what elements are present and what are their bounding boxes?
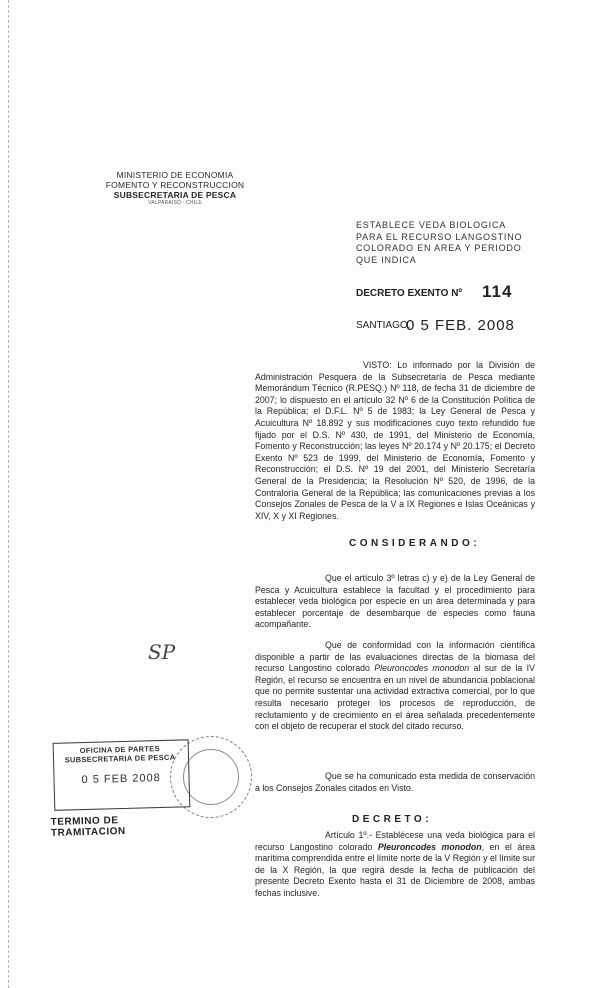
p2-species: Pleuroncodes monodon: [374, 663, 470, 674]
p2-text-b: al sur de la IV Región, el recurso se encuentra en un nivel de abundancia poblacional que no permite sustentar una actividad extractiva comercial, por lo que resulta necesario proteger los procesos de reproducción, de reclutamiento y de crecimiento en el área señalada precedentemente con el objeto de recuperar el stock del citado recurso.: [255, 663, 535, 732]
place-label: SANTIAGO,: [356, 320, 411, 331]
decree-number: 114: [482, 282, 513, 301]
left-margin-line: [8, 0, 9, 988]
a1-species: Pleuroncodes monodon: [377, 841, 482, 852]
decree-date: 0 5 FEB. 2008: [406, 317, 515, 334]
stamp-line-1: OFICINA DE PARTES: [79, 744, 160, 756]
header-line-2: FOMENTO Y RECONSTRUCCION: [105, 180, 245, 190]
decreto-title: DECRETO:: [352, 814, 433, 825]
header-line-1: MINISTERIO DE ECONOMIA: [116, 170, 234, 180]
decree-number-line: [356, 282, 513, 301]
decree-date-line: [356, 317, 515, 334]
p2-text-a: Que de conformidad con la información científica disponible a partir de las evaluaciones directas de la biomasa del recurso Langostino colorado: [255, 640, 535, 674]
considerando-paragraph-2: [255, 640, 535, 733]
handwritten-note: [148, 640, 188, 666]
considerando-paragraph-1: Que el artículo 3º letras c) y e) de la Ley General de Pesca y Acuicultura establece la facultad y el procedimiento para establecer veda biológica por especie en un área determinada y para establecer porcentaje de desembarque de especies como fauna acompañante.: [255, 573, 535, 630]
a1-text-b: , en el área marítima comprendida entre el límite norte de la V Región y el límite sur de la X Región, la que regirá desde la fecha de publicación del presente Decreto Exento hasta el 31 de Diciembre de 2008, ambas fechas inclusive.: [255, 841, 535, 898]
header-line-4: VALPARAISO · CHILE: [148, 200, 202, 206]
ministry-header: [105, 170, 245, 206]
handwritten-note-text: SP: [148, 640, 176, 664]
office-stamp: [50, 739, 196, 853]
header-line-3: SUBSECRETARIA DE PESCA: [113, 190, 237, 200]
a1-text-a: Artículo 1º.- Establécese una veda biológica para el recurso Langostino colorado: [255, 830, 535, 852]
decree-label: DECRETO EXENTO Nº: [356, 288, 463, 299]
decree-subject: ESTABLECE VEDA BIOLOGICA PARA EL RECURSO LANGOSTINO COLORADO EN AREA Y PERIODO QUE INDICA: [356, 220, 523, 265]
considerando-title: CONSIDERANDO:: [349, 538, 481, 549]
visto-paragraph: VISTO: Lo informado por la División de Administración Pesquera de la Subsecretaría de Pesca mediante Memorándum Técnico (R.PESQ.) Nº 118, de fecha 31 de diciembre de 2007; lo dispuesto en el artículo 32 Nº 6 de la Constitución Política de la República; el D.F.L. Nº 5 de 1983; la Ley General de Pesca y Acuicultura Nº 18.892 y sus modificaciones cuyo texto refundido fue fijado por el D.S. Nº 430, de 1991, del Ministerio de Economía, Fomento y Reconstrucción; las leyes Nº 20.174 y Nº 20.175; el Decreto Exento Nº 523 de 1999, del Ministerio de Economía, Fomento y Reconstrucción; el D.S. Nº 19 del 2001, del Ministerio Secretaría General de la Presidencia; la Resolución Nº 520, de 1996, de la Contraloría General de la República; las comunicaciones previas a los Consejos Zonales de Pesca de la V a IX Regiones e Islas Oceánicas y XIV, X y XI Regiones.: [255, 360, 535, 521]
considerando-paragraph-3: Que se ha comunicado esta medida de conservación a los Consejos Zonales citados en Visto.: [255, 771, 535, 793]
stamp-footer: TERMINO DE TRAMITACION: [50, 815, 126, 839]
stamp-line-2: SUBSECRETARIA DE PESCA: [64, 752, 176, 765]
stamp-date: 0 5 FEB 2008: [81, 772, 161, 787]
articulo-1-paragraph: [255, 830, 535, 900]
